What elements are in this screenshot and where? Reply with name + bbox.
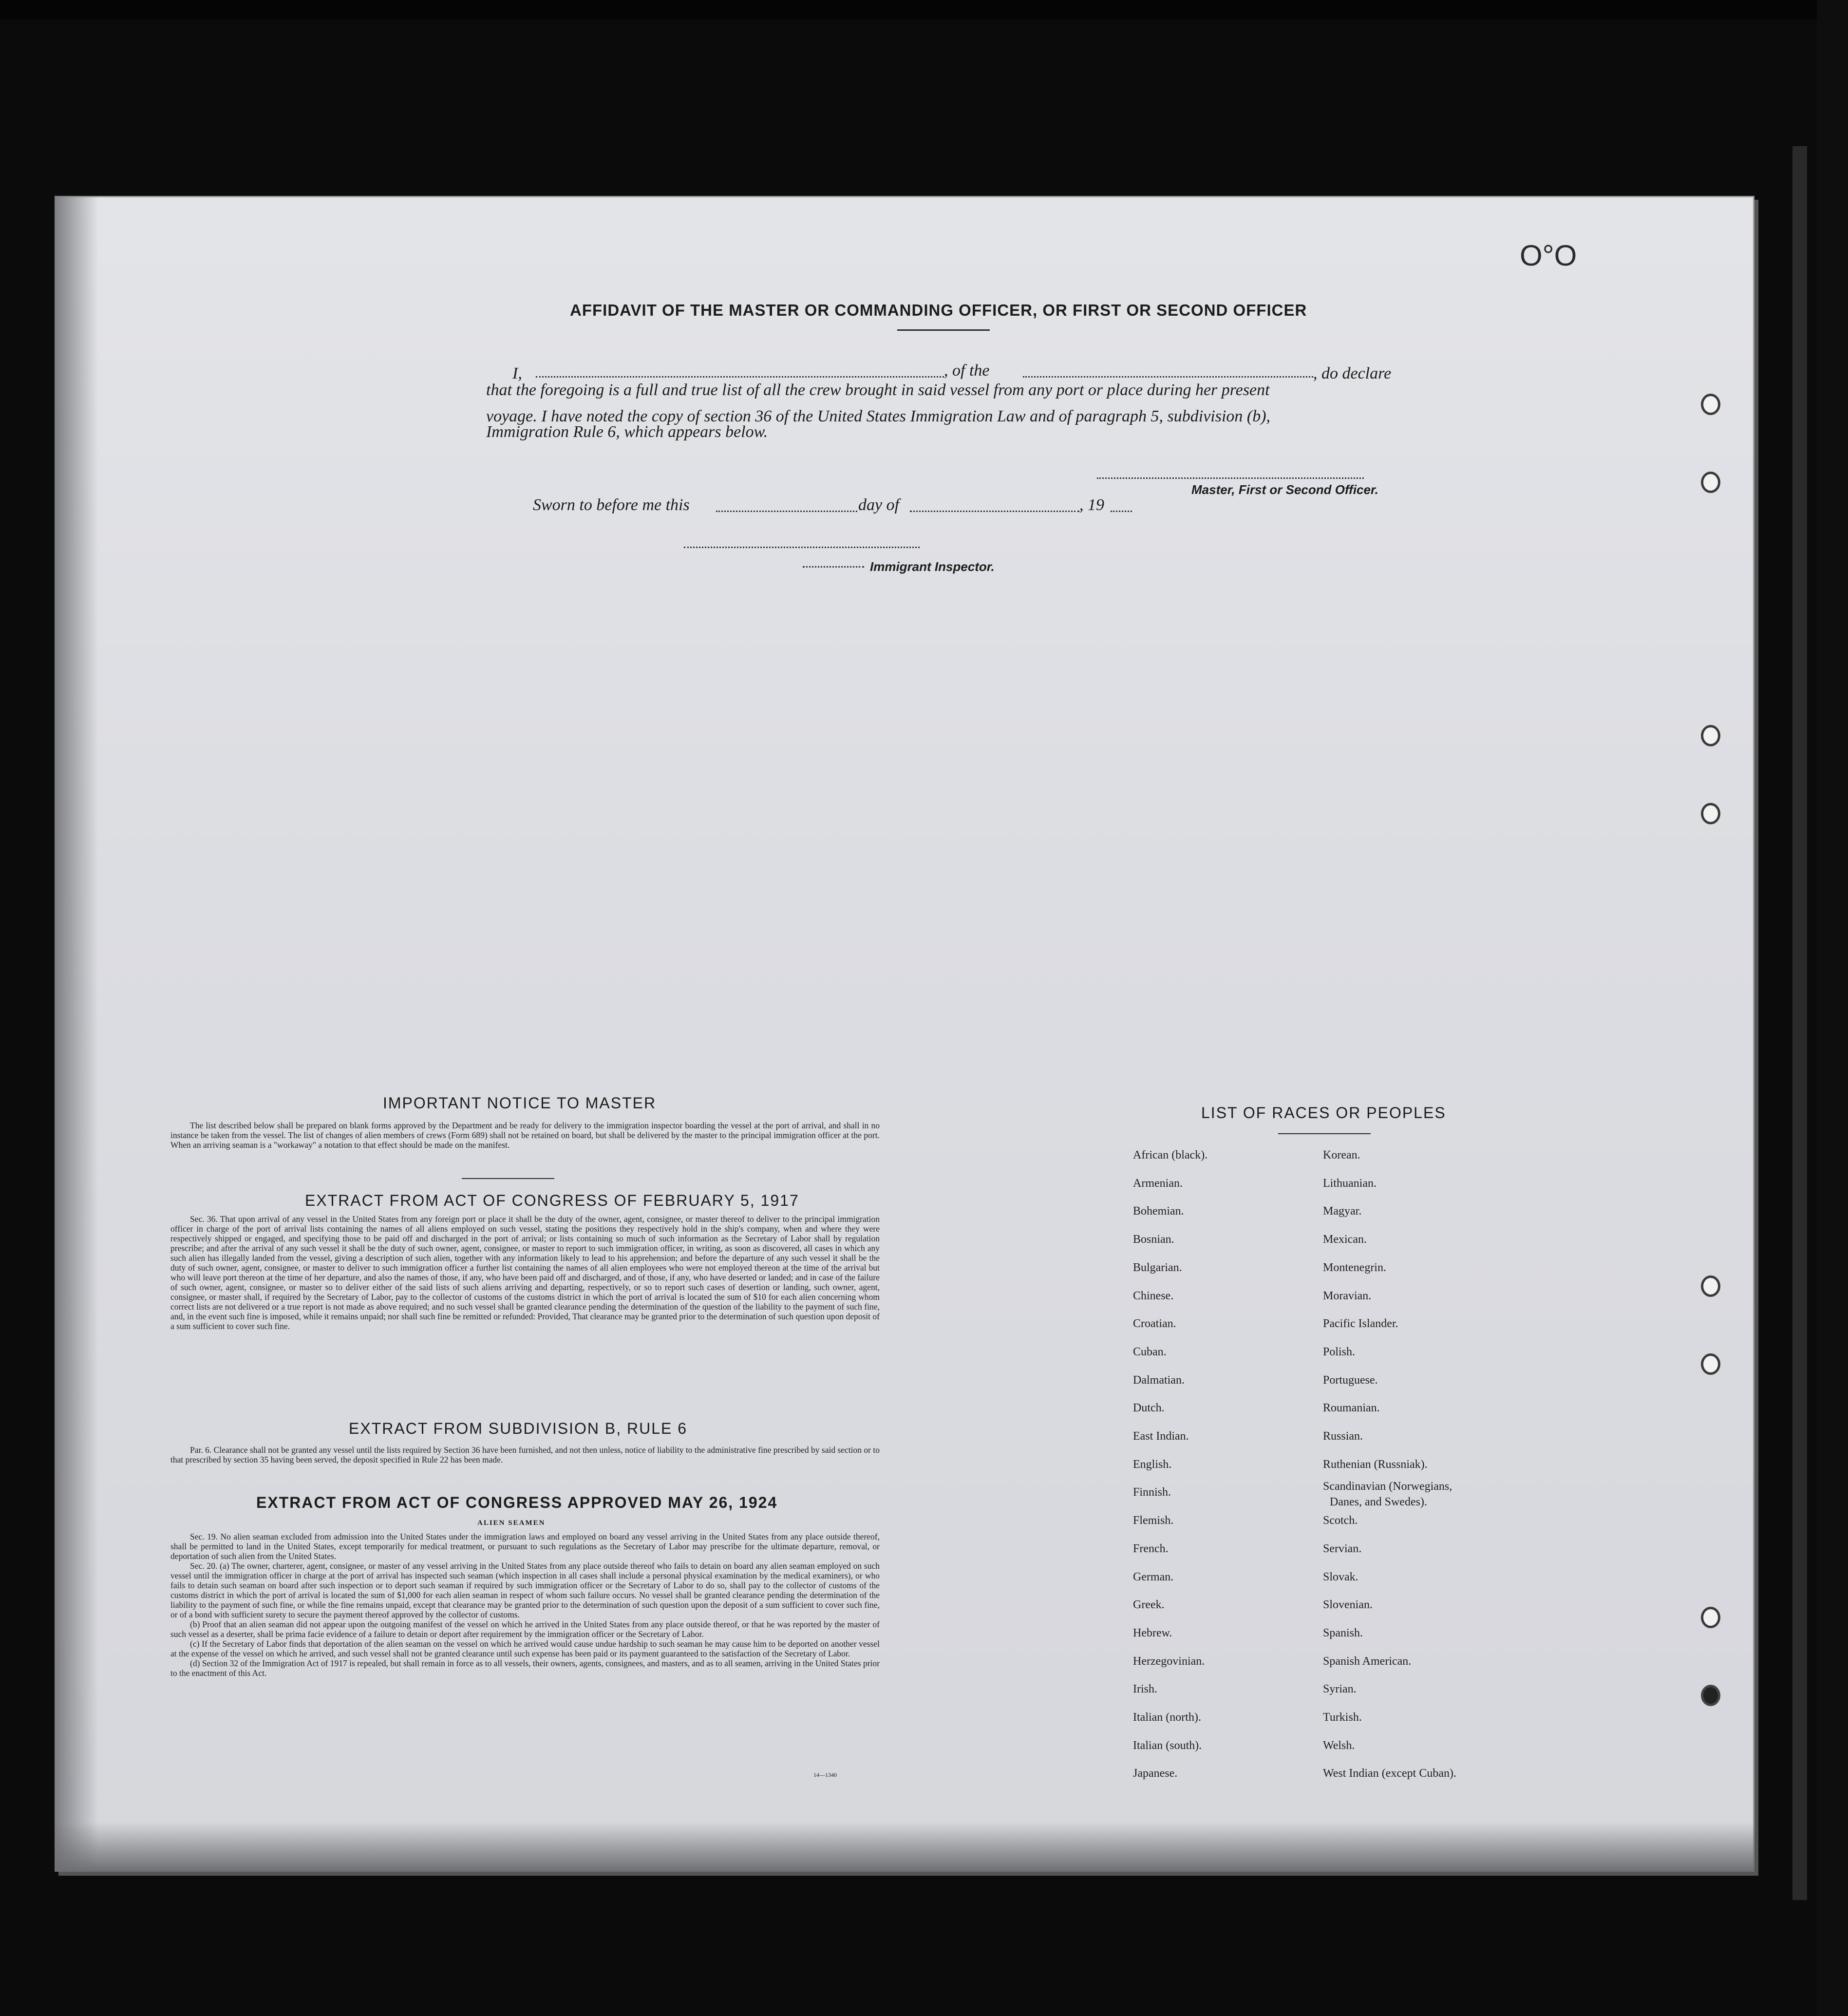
punch-hole: [1701, 1353, 1720, 1375]
race-item: English.: [1133, 1458, 1172, 1471]
race-item: Greek.: [1133, 1598, 1165, 1611]
punch-hole: [1701, 472, 1720, 493]
sworn-prefix: Sworn to before me this: [533, 496, 690, 514]
inspector-blank-2: [803, 566, 864, 568]
sworn-day-of: day of: [858, 496, 900, 514]
race-item: Ruthenian (Russniak).: [1323, 1458, 1428, 1471]
affidavit-title: AFFIDAVIT OF THE MASTER OR COMMANDING OFFICER, OR FIRST OR SECOND OFFICER: [570, 301, 1307, 319]
race-item: West Indian (except Cuban).: [1323, 1767, 1456, 1780]
extract-rule6-text: Par. 6. Clearance shall not be granted any vessel until the lists required by Section 36 have been furnished, and not then unless, notice of liability to the administrative fine prescribed by said section or to that prescribed by section 35 having been served, the deposit specified in Rule 22 has been made.: [170, 1445, 880, 1464]
title-rule: [897, 329, 990, 331]
inspector-label: Immigrant Inspector.: [870, 559, 995, 574]
affidavit-line3: voyage. I have noted the copy of section 36 of the United States Immigration Law and of paragraph 5, subdivision (b),: [486, 407, 1271, 425]
extract-1924-sec20b: (b) Proof that an alien seaman did not appear upon the outgoing manifest of the vessel on which he arrived in the United States from any place outside thereof, or that he was reported by the master of such vessel as a deserter, shall be prima facie evidence of a failure to detain or deport after requirement by the immigration officer or the Secretary of Labor.: [170, 1619, 880, 1639]
corner-mark: O°O: [1520, 239, 1577, 272]
race-item: Irish.: [1133, 1683, 1157, 1695]
notice-title: IMPORTANT NOTICE TO MASTER: [383, 1094, 657, 1112]
race-item: Bosnian.: [1133, 1233, 1174, 1246]
race-item: Italian (south).: [1133, 1739, 1202, 1752]
sworn-month-blank: [910, 511, 1079, 512]
race-item: Moravian.: [1323, 1290, 1372, 1302]
race-item: Slovenian.: [1323, 1598, 1373, 1611]
race-item: Roumanian.: [1323, 1402, 1380, 1414]
name-blank: [536, 376, 944, 378]
affidavit-i: I,: [512, 364, 522, 382]
races-rule: [1278, 1133, 1371, 1134]
race-item: Korean.: [1323, 1149, 1360, 1161]
scanner-frame-right: [1817, 0, 1848, 2016]
race-item: Hebrew.: [1133, 1627, 1172, 1639]
form-number: 14—1340: [813, 1771, 837, 1778]
extract-1924-sec20c: (c) If the Secretary of Labor finds that deportation of the alien seaman on the vessel on which he arrived would cause undue hardship to such seaman he may cause him to be deported on another vessel at the expense of the vessel on which he arrived, and such vessel shall not be granted clearance until such expense has been paid or its payment guaranteed to the satisfaction of the Secretary of Labor.: [170, 1639, 880, 1658]
race-item: Bohemian.: [1133, 1205, 1184, 1217]
race-item: Turkish.: [1323, 1711, 1362, 1724]
race-item: French.: [1133, 1542, 1169, 1555]
extract-1917-title: EXTRACT FROM ACT OF CONGRESS OF FEBRUARY 5, 1917: [305, 1192, 799, 1209]
affidavit-line4: Immigration Rule 6, which appears below.: [486, 423, 768, 441]
race-item: Lithuanian.: [1323, 1177, 1377, 1190]
extract-1924-sec20d: (d) Section 32 of the Immigration Act of 1917 is repealed, but shall remain in force as to all vessels, their owners, agents, consignees, and masters, and as to all seamen, arriving in the United States prior to the enactment of this Act.: [170, 1658, 880, 1678]
sworn-day-blank: [716, 511, 857, 512]
race-item: Chinese.: [1133, 1290, 1174, 1302]
signature-label: Master, First or Second Officer.: [1191, 482, 1378, 497]
races-title: LIST OF RACES OR PEOPLES: [1201, 1104, 1446, 1122]
race-item: Dutch.: [1133, 1402, 1165, 1414]
race-item: Croatian.: [1133, 1317, 1176, 1330]
race-item: Herzegovinian.: [1133, 1655, 1205, 1668]
punch-hole: [1701, 1275, 1720, 1297]
punch-hole: [1701, 1607, 1720, 1628]
race-item: Scotch.: [1323, 1514, 1358, 1527]
notice-rule: [462, 1178, 554, 1179]
extract-rule6-title: EXTRACT FROM SUBDIVISION B, RULE 6: [349, 1420, 688, 1437]
race-item: Servian.: [1323, 1542, 1362, 1555]
race-item: Spanish American.: [1323, 1655, 1412, 1668]
notice-body: The list described below shall be prepared on blank forms approved by the Department and be ready for delivery to the immigration inspector boarding the vessel at the port of arrival, and shall in no instance be taken from the vessel. The list of changes of alien members of crews (Form 689) shall not be retained on board, but shall be delivered by the master to the principal immigration officer at the port. When an arriving seaman is a "workaway" a notation to that effect should be made on the manifest.: [170, 1121, 880, 1150]
race-item: Welsh.: [1323, 1739, 1355, 1752]
scanner-frame-top: [0, 0, 1848, 19]
race-item: Bulgarian.: [1133, 1261, 1182, 1274]
extract-1924-sec19: Sec. 19. No alien seaman excluded from admission into the United States under the immigration laws and employed on board any vessel arriving in the United States from any place outside thereof, shall be permitted to land in the United States, except temporarily for medical treatment, or pursuant to such regulations as the Secretary of Labor may prescribe for the ultimate departure, removal, or deportation of such alien from the United States.: [170, 1532, 880, 1561]
race-item: Russian.: [1323, 1430, 1363, 1443]
punch-hole: [1701, 725, 1720, 746]
extract-1917-body: [170, 1214, 880, 1331]
race-item: Finnish.: [1133, 1486, 1171, 1499]
extract-1924-title: EXTRACT FROM ACT OF CONGRESS APPROVED MAY 26, 1924: [256, 1494, 778, 1511]
punch-hole: [1701, 803, 1720, 824]
affidavit-line2: that the foregoing is a full and true list of all the crew brought in said vessel from any port or place during her present: [486, 381, 1270, 399]
race-item: African (black).: [1133, 1149, 1208, 1161]
race-item: German.: [1133, 1571, 1174, 1583]
affidavit-declare: , do declare: [1313, 364, 1392, 382]
extract-1917-text: Sec. 36. That upon arrival of any vessel in the United States from any foreign port or place it shall be the duty of the owner, agent, consignee, or master thereof to deliver to the principal immigration officer in charge of the port of arrival lists containing the names of all aliens employed on such vessel, stating the positions they respectively hold in the ship's company, when and where they were respectively shipped or engaged, and specifying those to be paid off and discharged in the port of arrival; or lists containing so much of such information as the Secretary of Labor shall by regulation prescribe; and after the arrival of any such vessel it shall be the duty of such owner, agent, consignee, or master to report to such immigration officer, in writing, as soon as discovered, all cases in which any such alien has illegally landed from the vessel, giving a description of such alien, together with any information likely to lead to his apprehension; and before the departure of any such vessel it shall be the duty of such owner, agent, consignee, or master to deliver to such immigration officer a further list containing the names of all alien employees who were not employed thereon at the time of the arrival but who will leave port thereon at the time of her departure, and also the names of those, if any, who have been paid off and discharged, and of those, if any, who have deserted or landed; and in case of the failure of such owner, agent, consignee, or master so to deliver either of the said lists of such aliens arriving and departing, respectively, or so to report such cases of desertion or landing, such owner, agent, consignee, or master shall, if required by the Secretary of Labor, pay to the collector of customs of the customs district in which the port of arrival is located the sum of $10 for each alien concerning whom correct lists are not delivered or a true report is not made as above required; and no such vessel shall be granted clearance pending the determination of the question of the liability to the payment of such fine, and, in the event such fine is imposed, while it remains unpaid; nor shall such fine be remitted or refunded: Provided, That clearance may be granted prior to the determination of such question upon deposit of a sum sufficient to cover such fine.: [170, 1214, 880, 1331]
alien-seamen-heading: ALIEN SEAMEN: [477, 1519, 546, 1527]
race-item: Flemish.: [1133, 1514, 1174, 1527]
race-item: Japanese.: [1133, 1767, 1178, 1780]
punch-hole: [1701, 1685, 1720, 1706]
signature-blank: [1097, 477, 1364, 479]
race-item: Mexican.: [1323, 1233, 1367, 1246]
race-item: Portuguese.: [1323, 1374, 1378, 1387]
race-item: Montenegrin.: [1323, 1261, 1386, 1274]
extract-rule6-body: [170, 1445, 880, 1464]
race-item: Armenian.: [1133, 1177, 1183, 1190]
extract-1924-body: [170, 1532, 880, 1678]
sworn-year: , 19: [1079, 496, 1104, 514]
sworn-year-blank: [1111, 511, 1132, 512]
page-bottom-shadow: [55, 1822, 1754, 1872]
punch-hole: [1701, 394, 1720, 415]
inspector-blank-1: [684, 547, 920, 548]
race-item: East Indian.: [1133, 1430, 1189, 1443]
race-item: Syrian.: [1323, 1683, 1357, 1695]
race-item: Cuban.: [1133, 1346, 1167, 1358]
race-item: Pacific Islander.: [1323, 1317, 1398, 1330]
race-item: Dalmatian.: [1133, 1374, 1185, 1387]
race-item: Slovak.: [1323, 1571, 1358, 1583]
page-binding-shadow: [55, 196, 98, 1872]
affidavit-of-the: , of the: [944, 361, 990, 380]
race-item: Magyar.: [1323, 1205, 1362, 1217]
race-item: Spanish.: [1323, 1627, 1363, 1639]
race-item-scandinavian-cont: Danes, and Swedes).: [1330, 1496, 1427, 1508]
race-item: Italian (north).: [1133, 1711, 1201, 1724]
race-item: Polish.: [1323, 1346, 1356, 1358]
race-item: Scandinavian (Norwegians,: [1323, 1480, 1452, 1493]
page-edge-behind: [1792, 146, 1807, 1900]
vessel-blank: [1023, 376, 1313, 378]
extract-1924-sec20a: Sec. 20. (a) The owner, charterer, agent, consignee, or master of any vessel arriving in the United States from any place outside thereof who fails to detain on board any alien seaman employed on such vessel until the immigration officer in charge at the port of arrival has inspected such seaman (which inspection in all cases shall include a personal physical examination by the medical examiners), or who fails to detain such seaman on board after such inspection or to deport such seaman if required by such immigration officer or the Secretary of Labor to do so, shall pay to the collector of customs of the customs district in which the port of arrival is located the sum of $1,000 for each alien seaman in respect of whom such failure occurs. No vessel shall be granted clearance pending the determination of the liability to the payment of such fine, or while the fine remains unpaid, except that clearance may be granted prior to the determination of such question upon the deposit of a sum sufficient to cover such fine, or of a bond with sufficient surety to secure the payment thereof approved by the collector of customs.: [170, 1561, 880, 1619]
